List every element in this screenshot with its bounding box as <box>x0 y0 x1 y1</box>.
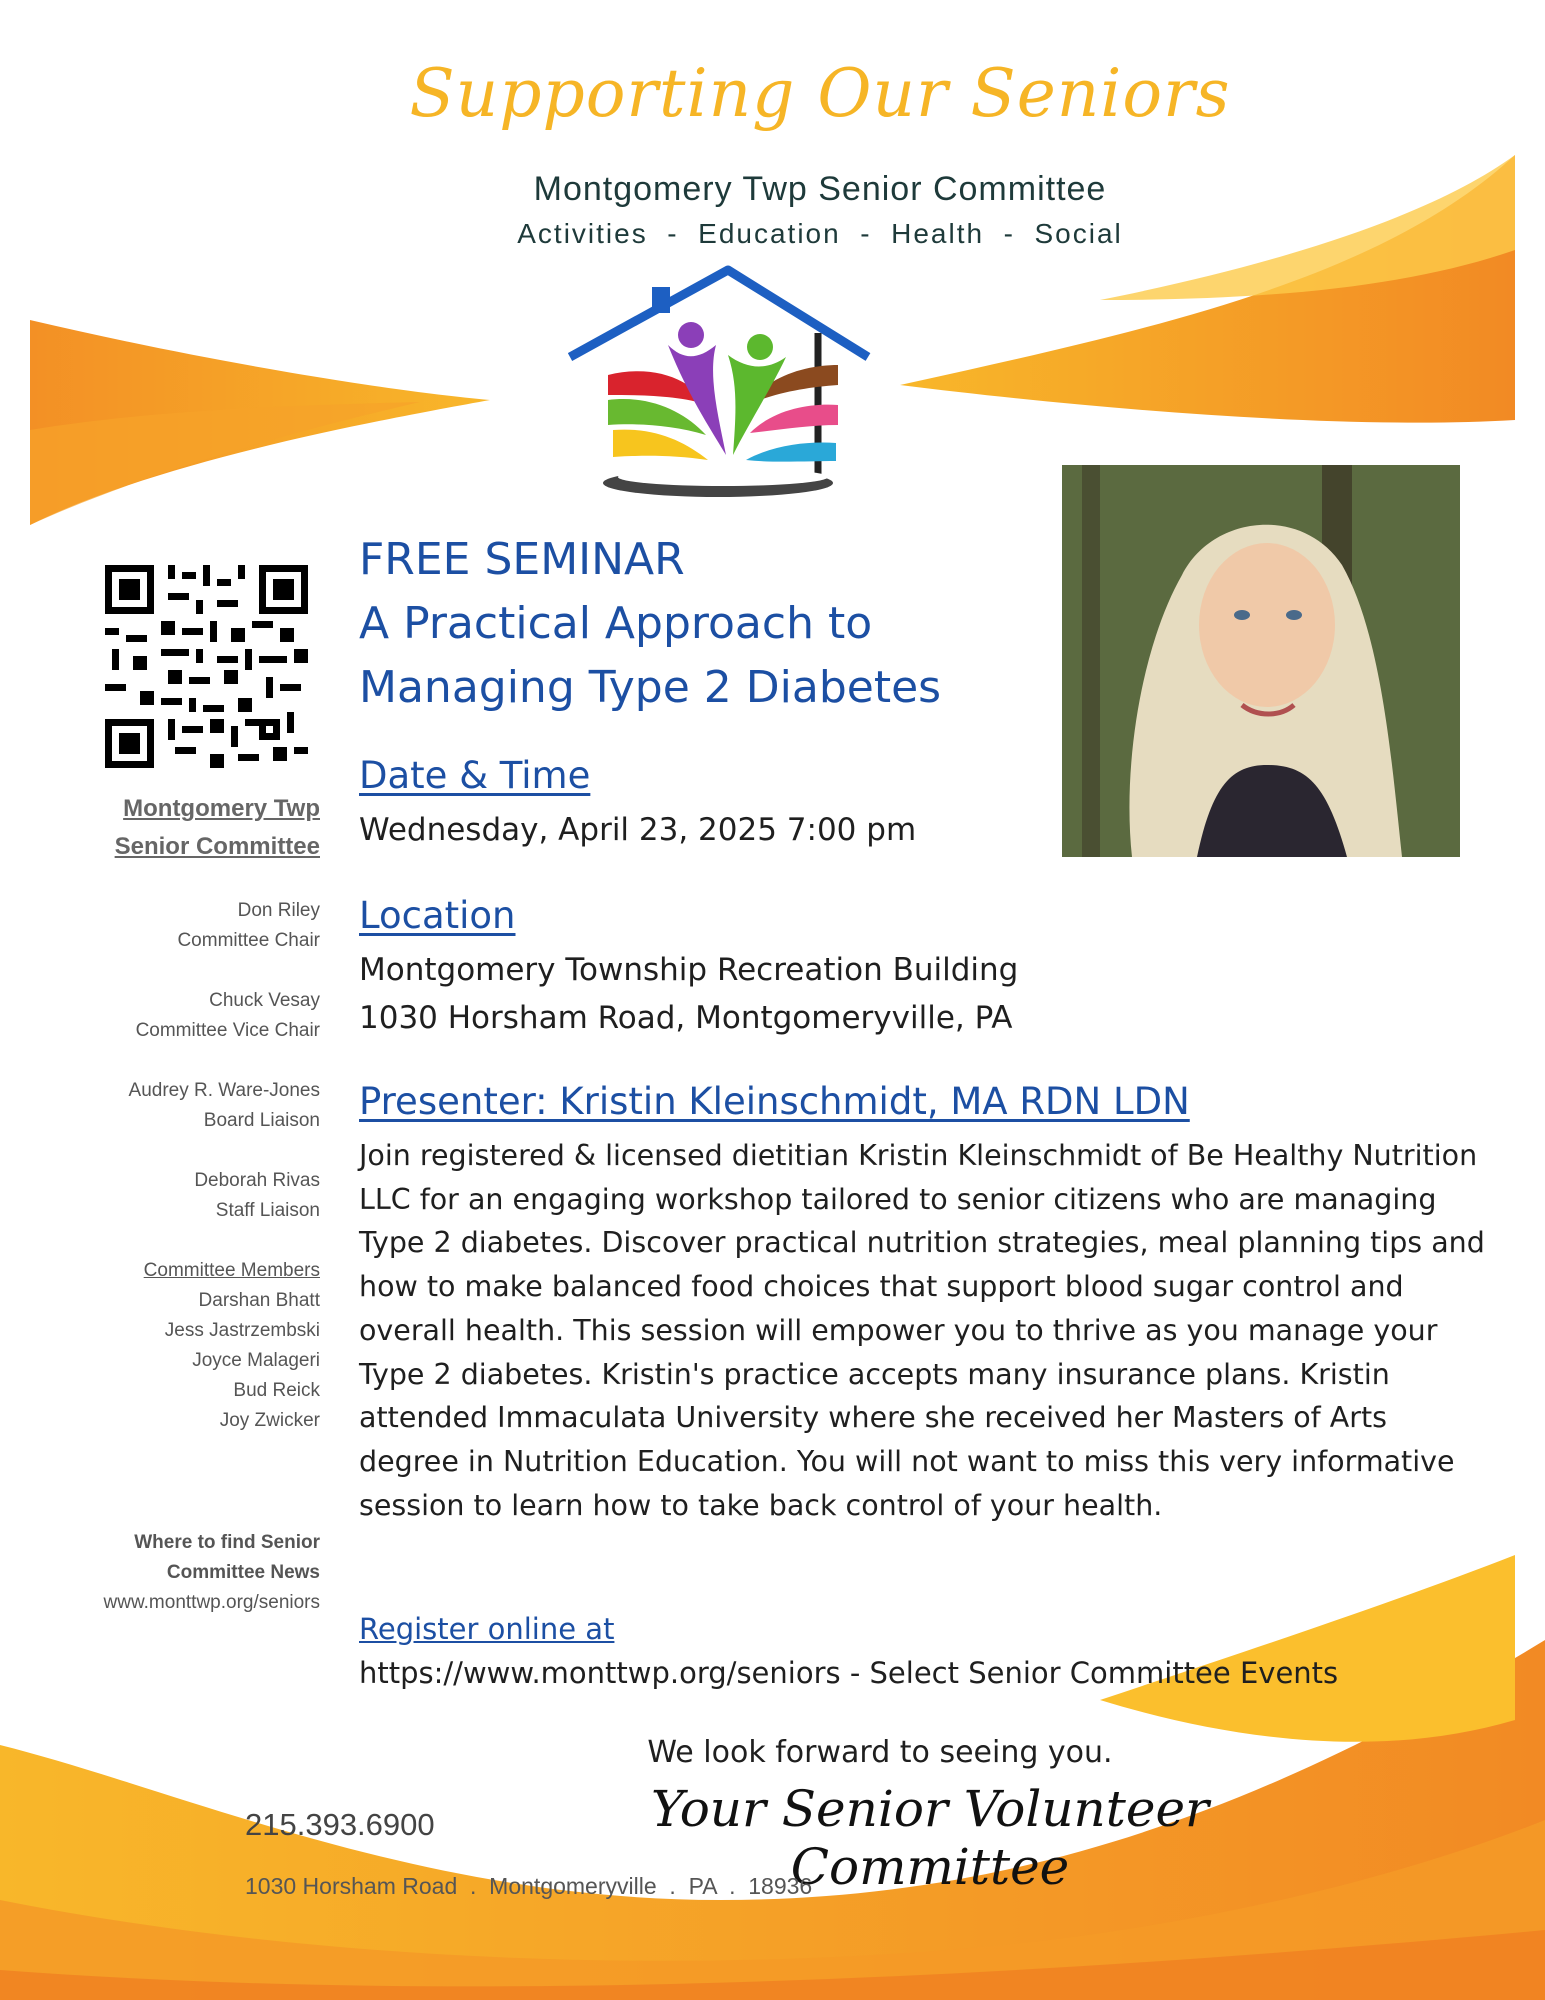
sidebar-heading-line1: Montgomery Twp <box>123 795 320 822</box>
person-name: Deborah Rivas <box>194 1170 320 1191</box>
member-name: Darshan Bhatt <box>198 1290 320 1311</box>
signature: Your Senior Volunteer Committee <box>651 1780 1209 1896</box>
person-name: Chuck Vesay <box>209 990 320 1011</box>
header-title: Supporting Our Seniors <box>409 55 1231 132</box>
member-name: Bud Reick <box>233 1380 320 1401</box>
committee-members-list <box>144 1256 320 1436</box>
presenter-description: Join registered & licensed dietitian Kristin Kleinschmidt of Be Healthy Nutrition LLC for an engaging workshop tailored to senior citizens who are managing Type 2 diabetes. Discover practical nutrition strategies, meal planning tips and how to make balanced food choices that support blood sugar control and overall health. This session will empower you to thrive as you manage your Type 2 diabetes. Kristin's practice accepts many insurance plans. Kristin attended Immaculata University where she received her Masters of Arts degree in Nutrition Education. You will not want to miss this very informative session to learn how to take back control of your health. <box>359 1139 1485 1522</box>
member-name: Joyce Malageri <box>192 1350 320 1371</box>
date-time-heading: Date & Time <box>359 754 591 797</box>
news-url[interactable]: www.monttwp.org/seniors <box>103 1592 320 1613</box>
person-role: Staff Liaison <box>215 1200 320 1221</box>
member-name: Joy Zwicker <box>219 1410 320 1431</box>
presenter-photo <box>1062 465 1460 857</box>
register-link[interactable]: Register online at <box>359 1612 615 1646</box>
member-name: Jess Jastrzembski <box>164 1320 320 1341</box>
location-line1: Montgomery Township Recreation Building <box>359 952 1019 988</box>
seminar-title-line1: A Practical Approach to <box>359 598 873 649</box>
register-url: https://www.monttwp.org/seniors - Select Senior Committee Events <box>359 1656 1339 1690</box>
seminar-title <box>359 528 941 720</box>
location-heading: Location <box>359 894 516 937</box>
location-line2: 1030 Horsham Road, Montgomeryville, PA <box>359 1000 1013 1036</box>
sidebar-person <box>194 1166 320 1226</box>
person-role: Board Liaison <box>203 1110 320 1131</box>
news-line1: Where to find Senior <box>134 1532 320 1553</box>
sidebar-heading-line2: Senior Committee <box>114 833 320 860</box>
news-info <box>104 1528 320 1618</box>
seminar-title-line2: Managing Type 2 Diabetes <box>359 662 942 713</box>
qr-code[interactable] <box>105 565 308 768</box>
footer-address: 1030 Horsham Road . Montgomeryville . PA . 18936 <box>245 1873 813 1899</box>
tagline: Activities - Education - Health - Social <box>517 218 1123 249</box>
person-name: Don Riley <box>237 900 320 921</box>
news-line2: Committee News <box>166 1562 320 1583</box>
organization-name: Montgomery Twp Senior Committee <box>533 170 1107 208</box>
phone-number: 215.393.6900 <box>245 1807 435 1842</box>
person-role: Committee Chair <box>177 930 320 951</box>
seminar-label: FREE SEMINAR <box>359 534 685 585</box>
committee-logo <box>568 265 878 505</box>
sidebar-person <box>177 896 320 956</box>
closing-text: We look forward to seeing you. <box>647 1735 1113 1770</box>
date-time-value: Wednesday, April 23, 2025 7:00 pm <box>359 812 917 848</box>
sidebar-person <box>129 1076 320 1136</box>
members-heading: Committee Members <box>143 1260 320 1281</box>
location-details <box>359 946 1018 1042</box>
sidebar-heading <box>115 790 320 866</box>
sidebar-person <box>136 986 320 1046</box>
person-role: Committee Vice Chair <box>135 1020 320 1041</box>
person-name: Audrey R. Ware-Jones <box>128 1080 320 1101</box>
presenter-heading: Presenter: Kristin Kleinschmidt, MA RDN LDN <box>359 1080 1190 1123</box>
